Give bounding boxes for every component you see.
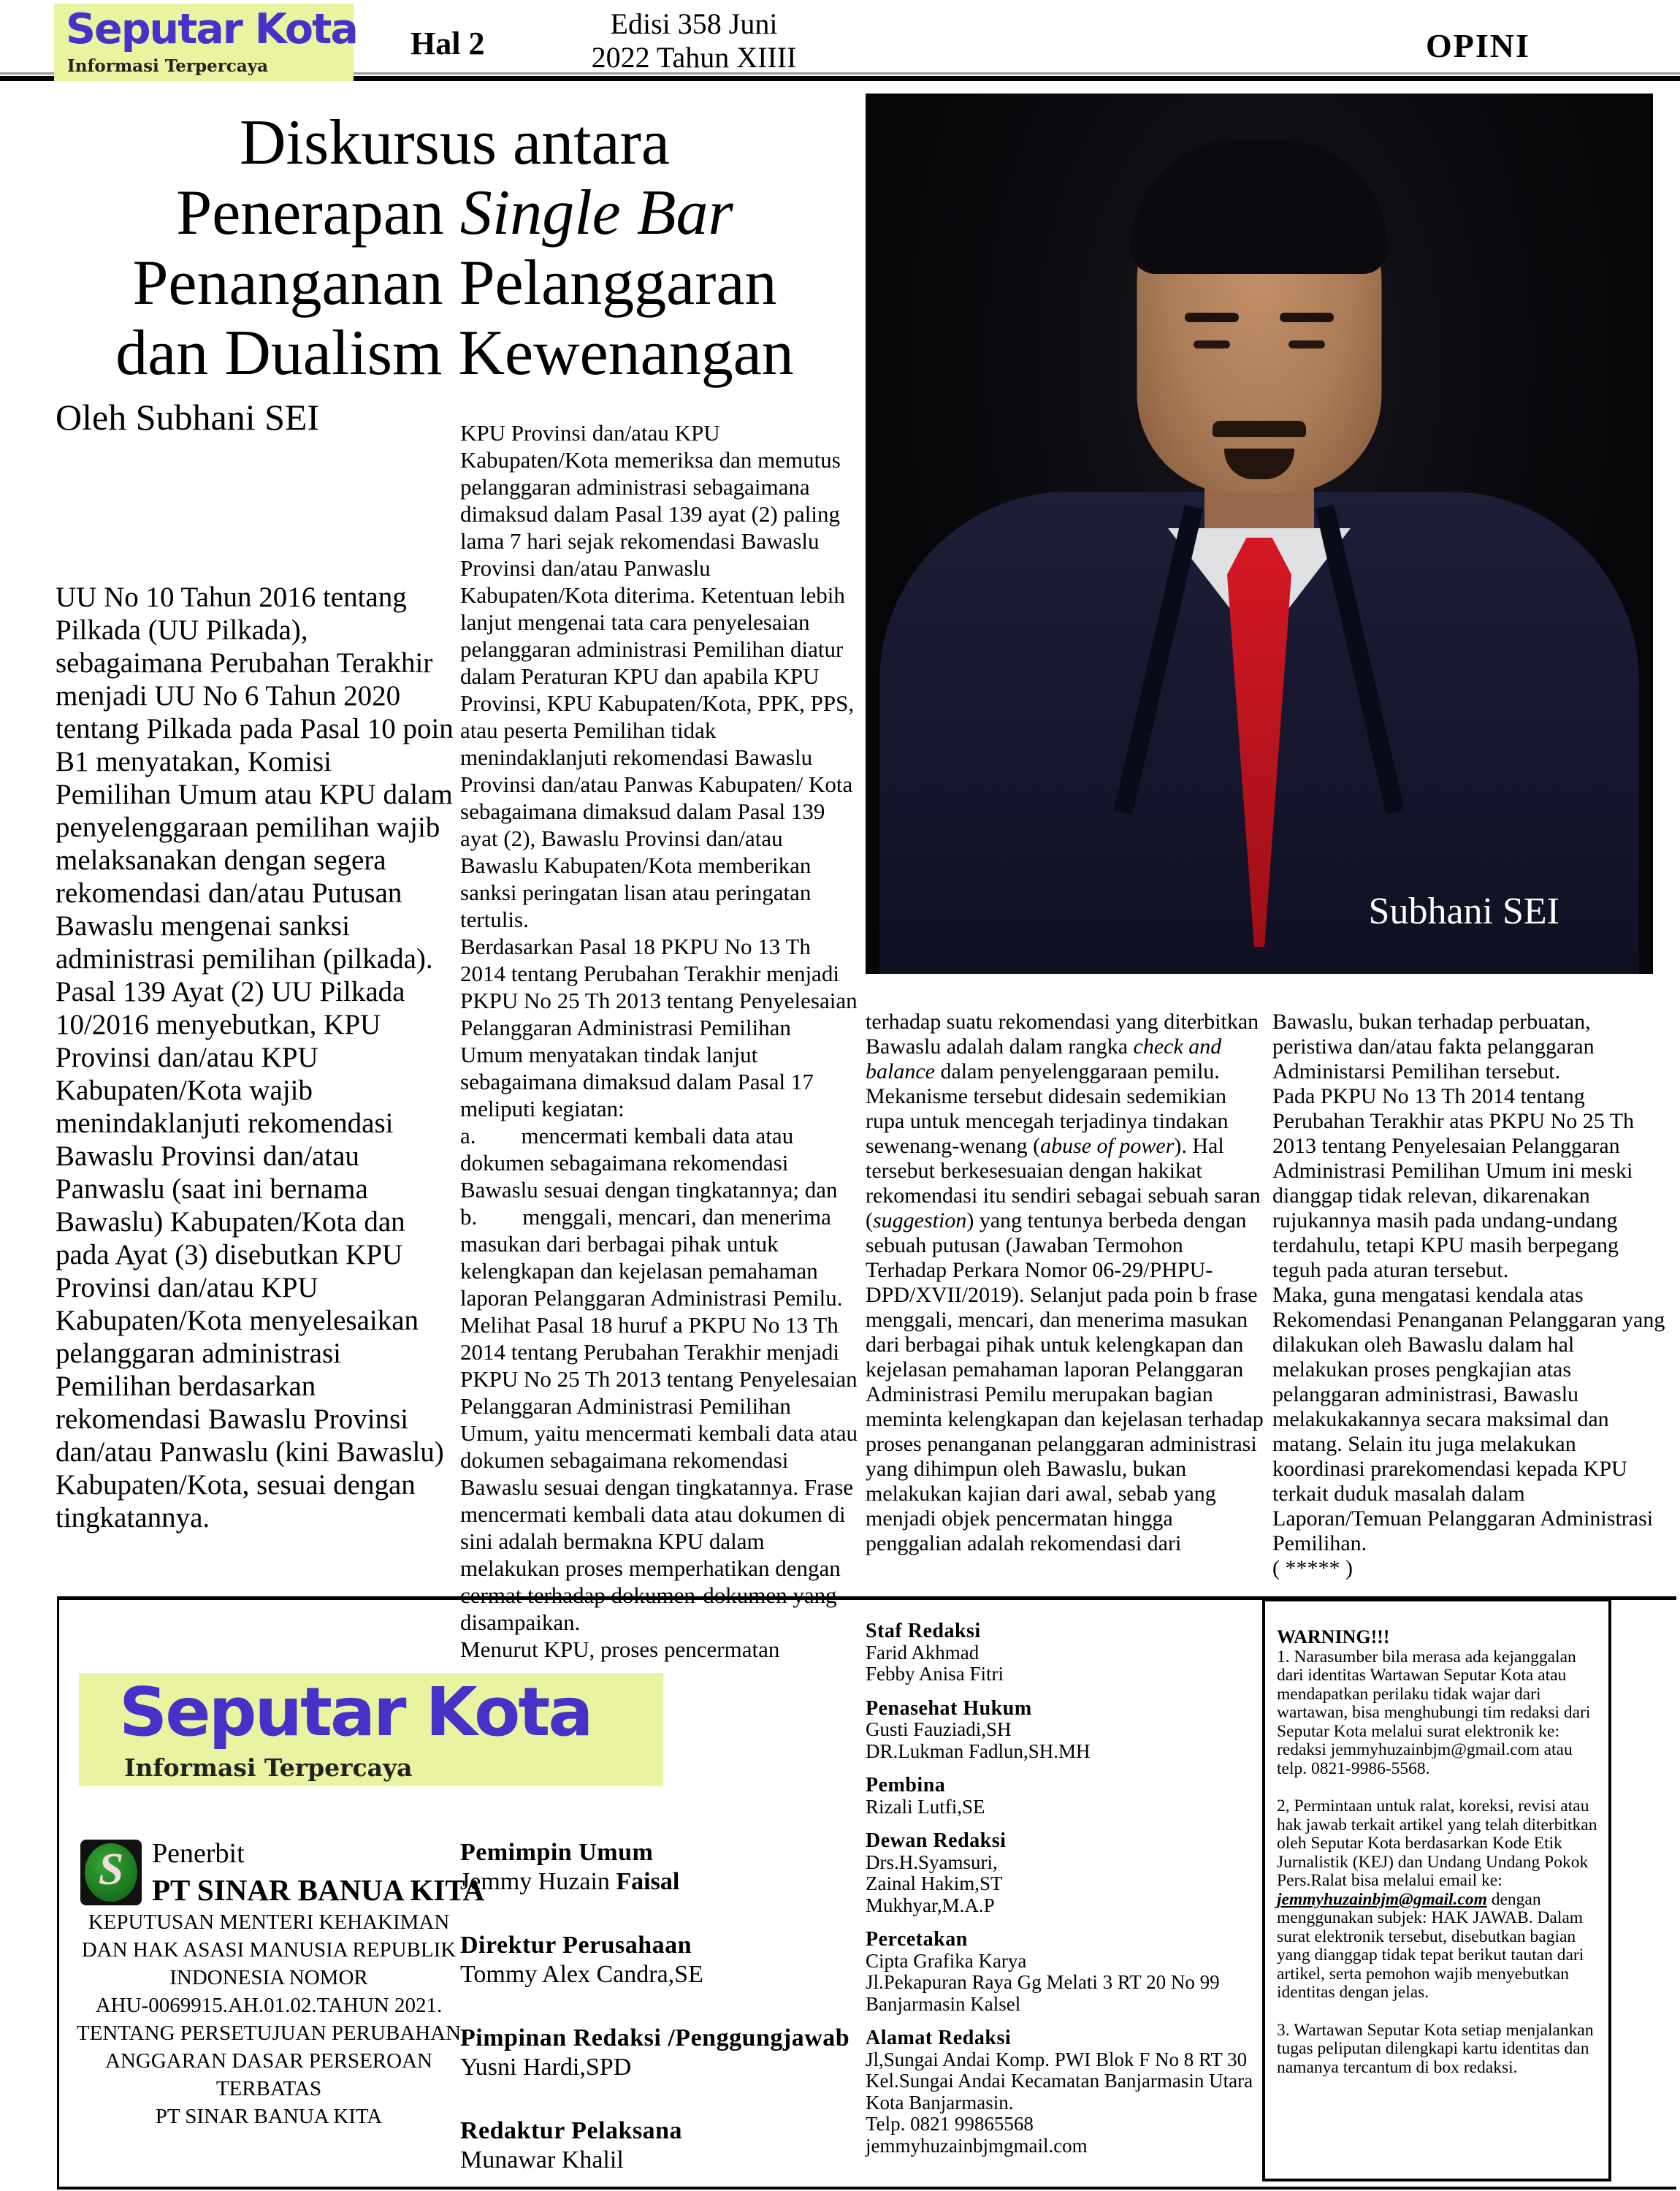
edition-line-1: Edisi 358 Juni bbox=[610, 7, 778, 40]
staff-name: Jemmy Huzain Faisal bbox=[460, 1868, 680, 1895]
staff-title: Pemimpin Umum bbox=[460, 1839, 654, 1866]
staff-section-dewan-redaksi bbox=[866, 1830, 1264, 1916]
paragraph: Pasal 139 Ayat (2) UU Pilkada 10/2016 menyebutkan, KPU Provinsi dan/atau KPU Kabupaten/Kota wajib menindaklanjuti rekomendasi Bawaslu Provinsi dan/atau Panwaslu (saat ini bernama Bawaslu) Kabupaten/Kota dan pada Ayat (3) disebutkan KPU Provinsi dan/atau KPU Kabupaten/Kota menyelesaikan pelanggaran administrasi Pemilihan berdasarkan rekomendasi Bawaslu Provinsi dan/atau Panwaslu (kini Bawaslu) Kabupaten/Kota, sesuai dengan tingkatannya. bbox=[56, 976, 444, 1533]
staff-section-staf-redaksi bbox=[866, 1620, 1264, 1685]
publisher-block bbox=[152, 1835, 484, 1908]
staff-title: Pimpinan Redaksi /Penggungjawab bbox=[460, 2024, 850, 2051]
warning-title: WARNING!!! bbox=[1277, 1626, 1390, 1647]
byline: Oleh Subhani SEI bbox=[56, 397, 320, 438]
legal-line: INDONESIA NOMOR bbox=[169, 1966, 368, 1989]
staff-line: Jl,Sungai Andai Komp. PWI Blok F No 8 RT 30 Kel.Sungai Andai Kecamatan Banjarmasin Utara Kota Banjarmasin. bbox=[866, 2048, 1253, 2114]
masthead-title: Seputar Kota bbox=[66, 5, 357, 53]
list-item-b: b. menggali, mencari, dan menerima masukan dari berbagai pihak untuk kelengkapan dan kejelasan pemahaman laporan Pelanggaran Administrasi Pemilu. bbox=[460, 1204, 843, 1311]
staff-name: Gusti Fauziadi,SH bbox=[866, 1718, 1012, 1740]
article-title-line-4: dan Dualism Kewenangan bbox=[115, 318, 794, 389]
staff-section-alamat-redaksi bbox=[866, 2027, 1264, 2157]
portrait-eye-right bbox=[1288, 340, 1325, 348]
page-number: Hal 2 bbox=[411, 26, 485, 61]
staff-column-middle bbox=[460, 1838, 869, 2191]
staff-title: Pembina bbox=[866, 1774, 946, 1796]
paragraph: terhadap suatu rekomendasi yang diterbitkan Bawaslu adalah dalam rangka check and balance dalam penyelenggaraan pemilu. Mekanisme tersebut didesain sedemikian rupa untuk mencegah terjadinya tindakan sewenang-wenang (abuse of power). Hal tersebut berkesesuaian dengan hakikat rekomendasi itu sendiri sebagai sebuah saran (suggestion) yang tentunya berbeda dengan sebuah putusan (Jawaban Termohon Terhadap Perkara Nomor 06-29/PHPU-DPD/XVII/2019). Selanjut pada poin b frase menggali, mencari, dan menerima masukan dari berbagai pihak untuk kelengkapan dan kejelasan pemahaman laporan Pelanggaran Administrasi Pemilu merupakan bagian meminta kelengkapan dan kejelasan terhadap proses penanganan pelanggaran administrasi yang dihimpun oleh Bawaslu, bukan melakukan kajian dari awal, sebab yang menjadi objek pencermatan hingga penggalian adalah rekomendasi dari bbox=[866, 1010, 1264, 1555]
staff-line: jemmyhuzainbjmgmail.com bbox=[866, 2134, 1088, 2157]
article-title-line-3: Penanganan Pelanggaran bbox=[132, 248, 777, 319]
article-title bbox=[51, 108, 858, 389]
staff-line: Telp. 0821 99865568 bbox=[866, 2113, 1034, 2135]
paragraph: Bawaslu, bukan terhadap perbuatan, peristiwa dan/atau fakta pelanggaran Administarsi Pemilihan tersebut. bbox=[1272, 1010, 1595, 1083]
staff-name: Tommy Alex Candra,SE bbox=[460, 1961, 703, 1988]
paragraph: Melihat Pasal 18 huruf a PKPU No 13 Th 2014 tentang Perubahan Terakhir menjadi PKPU No 25 Th 2013 tentang Penyelesaian Pelanggaran Administrasi Pemilihan Umum, yaitu mencermati kembali data atau dokumen sebagaimana rekomendasi Bawaslu sesuai dengan tingkatannya. Frase mencermati kembali data atau dokumen di sini adalah bermakna KPU dalam melakukan proses memperhatikan dengan cermat terhadap dokumen-dokumen yang disampaikan. bbox=[460, 1312, 858, 1635]
staff-line: Cipta Grafika Karya bbox=[866, 1949, 1027, 1972]
staff-title: Staf Redaksi bbox=[866, 1620, 981, 1642]
staff-title: Percetakan bbox=[866, 1928, 968, 1951]
article-column-4 bbox=[1272, 1010, 1673, 1581]
staff-name: Febby Anisa Fitri bbox=[866, 1663, 1004, 1685]
footer-masthead-logo bbox=[79, 1673, 663, 1786]
portrait-eyebrow-left bbox=[1185, 313, 1239, 322]
legal-line: TERBATAS bbox=[215, 2077, 322, 2100]
publisher-name: PT SINAR BANUA KITA bbox=[152, 1873, 485, 1907]
staff-section-pembina bbox=[866, 1775, 1264, 1818]
legal-line: AHU-0069915.AH.01.02.TAHUN 2021. bbox=[95, 1994, 443, 2017]
footer-masthead-title: Seputar Kota bbox=[119, 1673, 592, 1751]
publisher-sk-icon-monogram: S bbox=[98, 1845, 124, 1894]
staff-name: DR.Lukman Fadlun,SH.MH bbox=[866, 1740, 1091, 1762]
portrait-photo bbox=[866, 94, 1653, 974]
article-title-line-1: Diskursus antara bbox=[240, 107, 670, 178]
legal-line: DAN HAK ASASI MANUSIA REPUBLIK bbox=[81, 1938, 457, 1962]
staff-name: Munawar Khalil bbox=[460, 2146, 624, 2173]
staff-title: Redaktur Pelaksana bbox=[460, 2117, 683, 2144]
paragraph: Maka, guna mengatasi kendala atas Rekomendasi Penanganan Pelanggaran yang dilakukan oleh Bawaslu dalam hal melakukan proses pengkajian atas pelanggaran administrasi, Bawaslu melakukakannya secara maksimal dan matang. Selain itu juga melakukan koordinasi prarekomendasi kepada KPU terkait duduk masalah dalam Laporan/Temuan Pelanggaran Administrasi Pemilihan. bbox=[1272, 1283, 1665, 1555]
paragraph: Pada PKPU No 13 Th 2014 tentang Perubahan Terakhir atas PKPU No 25 Th 2013 tentang Penyelesaian Pelanggaran Administrasi Pemilihan Umum ini meski dianggap tidak relevan, dikarenakan rujukannya masih pada undang-undang terdahulu, tetapi KPU masih berpegang teguh pada aturan tersebut. bbox=[1272, 1084, 1635, 1282]
warning-box bbox=[1262, 1599, 1611, 2182]
staff-section-percetakan bbox=[866, 1929, 1264, 2015]
staff-section-pemimpin-umum bbox=[460, 1838, 869, 1897]
staff-name: Farid Akhmad bbox=[866, 1641, 980, 1664]
legal-line: TENTANG PERSETUJUAN PERUBAHAN bbox=[76, 2022, 462, 2045]
staff-section-penasehat-hukum bbox=[866, 1698, 1264, 1763]
section-label: OPINI bbox=[1426, 27, 1530, 64]
article-column-1 bbox=[56, 581, 454, 1534]
staff-section-direktur bbox=[460, 1931, 869, 1989]
paragraph: UU No 10 Tahun 2016 tentang Pilkada (UU Pilkada), sebagaimana Perubahan Terakhir menjadi UU No 6 Tahun 2020 tentang Pilkada pada Pasal 10 poin B1 menyatakan, Komisi Pemilihan Umum atau KPU dalam penyelenggaraan pemilihan wajib melaksanakan dengan segera rekomendasi dan/atau Putusan Bawaslu mengenai sanksi administrasi pemilihan (pilkada). bbox=[56, 582, 454, 975]
staff-title: Penasehat Hukum bbox=[866, 1696, 1032, 1720]
list-item-a: a. mencermati kembali data atau dokumen sebagaimana rekomendasi Bawaslu sesuai dengan tingkatannya; dan bbox=[460, 1123, 838, 1203]
footer-masthead-tagline: Informasi Terpercaya bbox=[124, 1753, 413, 1782]
staff-title: Direktur Perusahaan bbox=[460, 1932, 692, 1959]
warning-item-3: 3. Wartawan Seputar Kota setiap menjalankan tugas peliputan dilengkapi kartu identitas dan namanya tercantum di box redaksi. bbox=[1277, 2020, 1594, 2077]
staff-section-pimpinan-redaksi bbox=[460, 2024, 869, 2082]
warning-item-2: 2, Permintaan untuk ralat, koreksi, revisi atau hak jawab terkait artikel yang telah diterbitkan oleh Seputar Kota berdasarkan Kode Etik Jurnalistik (KEJ) dan Undang Undang Pokok Pers.Ralat bisa melalui email ke: jemmyhuzainbjm@gmail.com dengan menggunakan subjek: HAK JAWAB. Dalam surat elektronik tersebut, disebutkan bagian yang dianggap tidak tepat berikut tautan dari artikel, serta pemohon wajib menyebutkan identitas dengan jelas. bbox=[1277, 1796, 1597, 2002]
portrait-eye-left bbox=[1194, 340, 1230, 348]
staff-column-right bbox=[866, 1620, 1264, 2169]
paragraph: Berdasarkan Pasal 18 PKPU No 13 Th 2014 tentang Perubahan Terakhir menjadi PKPU No 25 Th 2013 tentang Penyelesaian Pelanggaran Administrasi Pemilihan Umum menyatakan tindak lanjut sebagaimana dimaksud dalam Pasal 17 meliputi kegiatan: bbox=[460, 934, 858, 1121]
portrait-mustache bbox=[1213, 421, 1306, 437]
edition-info bbox=[562, 7, 825, 75]
staff-name: Mukhyar,M.A.P bbox=[866, 1894, 995, 1916]
photo-caption: Subhani SEI bbox=[1368, 891, 1559, 932]
staff-name: Rizali Lutfi,SE bbox=[866, 1795, 985, 1818]
staff-section-redaktur-pelaksana bbox=[460, 2116, 869, 2175]
staff-name: Drs.H.Syamsuri, bbox=[866, 1851, 998, 1873]
article-column-3 bbox=[866, 1010, 1264, 1556]
publisher-sk-icon bbox=[80, 1840, 142, 1905]
portrait-eyebrow-right bbox=[1280, 313, 1334, 322]
legal-decree bbox=[57, 1908, 481, 2130]
staff-line: Jl.Pekapuran Raya Gg Melati 3 RT 20 No 99 Banjarmasin Kalsel bbox=[866, 1971, 1220, 2015]
staff-name: Yusni Hardi,SPD bbox=[460, 2054, 632, 2081]
masthead-tagline: Informasi Terpercaya bbox=[67, 56, 269, 76]
legal-line: ANGGARAN DASAR PERSEROAN bbox=[105, 2049, 432, 2073]
article-end-mark: ( ***** ) bbox=[1272, 1556, 1353, 1580]
header-masthead-logo bbox=[54, 4, 357, 81]
paragraph: KPU Provinsi dan/atau KPU Kabupaten/Kota memeriksa dan memutus pelanggaran administrasi sebagaimana dimaksud dalam Pasal 139 ayat (2) paling lama 7 hari sejak rekomendasi Bawaslu Provinsi dan/atau Panwaslu Kabupaten/Kota diterima. Ketentuan lebih lanjut mengenai tata cara penyelesaian pelanggaran administrasi Pemilihan diatur dalam Peraturan KPU dan apabila KPU Provinsi, KPU Kabupaten/Kota, PPK, PPS, atau peserta Pemilihan tidak menindaklanjuti rekomendasi Bawaslu Provinsi dan/atau Panwas Kabupaten/ Kota sebagaimana dimaksud dalam Pasal 139 ayat (2), Bawaslu Provinsi dan/atau Bawaslu Kabupaten/Kota memberikan sanksi peringatan lisan atau peringatan tertulis. bbox=[460, 420, 855, 932]
edition-line-2: 2022 Tahun XIIII bbox=[591, 41, 797, 74]
publisher-label: Penerbit bbox=[152, 1838, 245, 1869]
article-column-2 bbox=[460, 419, 858, 1663]
legal-line: PT SINAR BANUA KITA bbox=[155, 2105, 383, 2128]
paragraph: Menurut KPU, proses pencermatan bbox=[460, 1636, 780, 1662]
article-title-line-2: Penerapan Single Bar bbox=[176, 178, 733, 248]
staff-title: Dewan Redaksi bbox=[866, 1829, 1007, 1852]
legal-line: KEPUTUSAN MENTERI KEHAKIMAN bbox=[88, 1910, 450, 1934]
staff-title: Alamat Redaksi bbox=[866, 2027, 1012, 2049]
portrait-hair bbox=[1131, 139, 1388, 274]
staff-name: Zainal Hakim,ST bbox=[866, 1872, 1003, 1894]
warning-item-1: 1. Narasumber bila merasa ada kejanggalan dari identitas Wartawan Seputar Kota atau mendapatkan perilaku tidak wajar dari wartawan, bisa menghubungi tim redaksi dari Seputar Kota melalui surat elektronik ke: redaksi jemmyhuzainbjm@gmail.com atau telp. 0821-9986-5568. bbox=[1277, 1647, 1591, 1778]
